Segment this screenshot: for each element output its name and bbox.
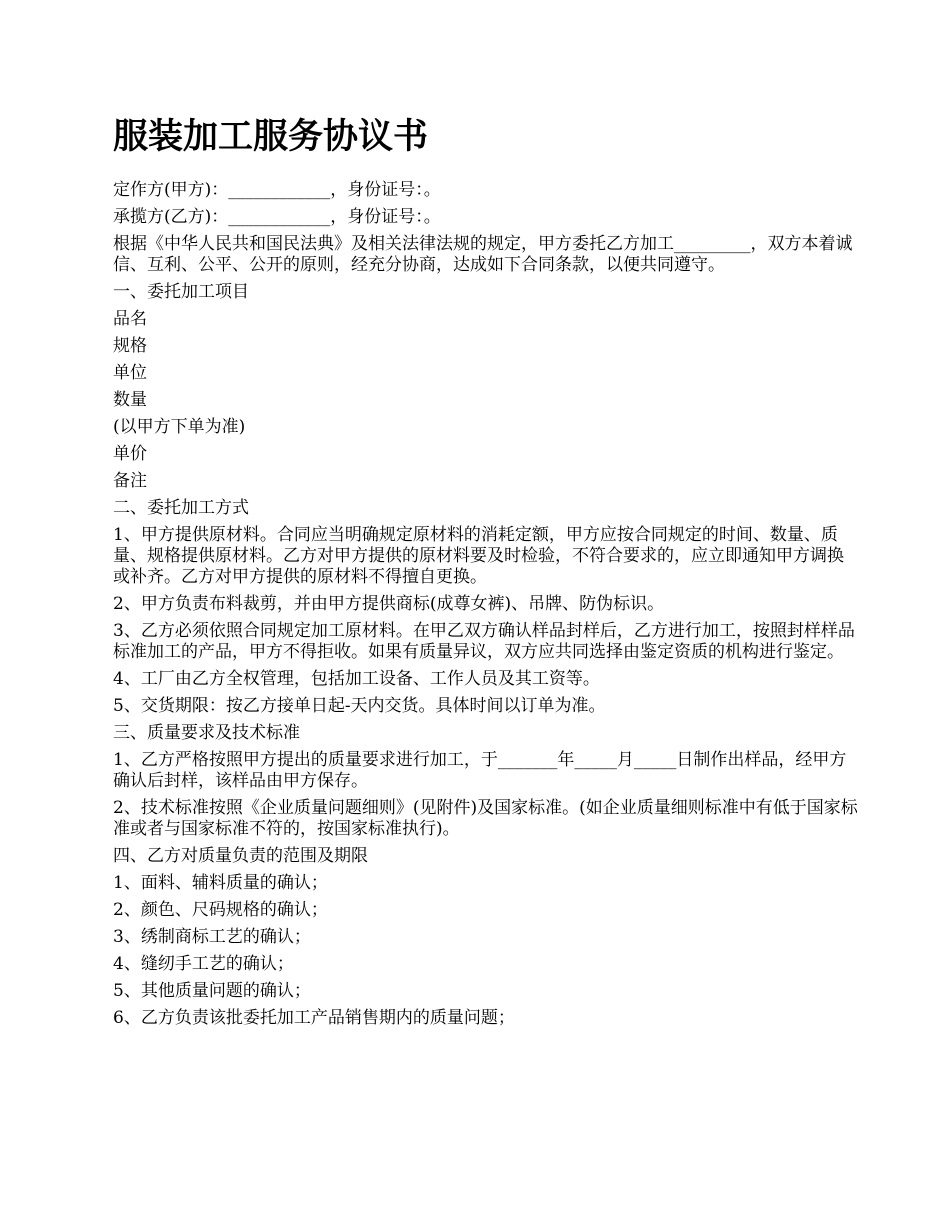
preamble-paragraph: 根据《中华人民共和国民法典》及相关法律法规的规定，甲方委托乙方加工_________，双方本着诚信、互利、公平、公开的原则，经充分协商，达成如下合同条款，以便共同遵守。 bbox=[113, 234, 853, 275]
clause-2-1: 1、甲方提供原材料。合同应当明确规定原材料的消耗定额，甲方应按合同规定的时间、数量、质量、规格提供原材料。乙方对甲方提供的原材料要及时检验，不符合要求的，应立即通知甲方调换或补齐。乙方对甲方提供的原材料不得擅自更换。 bbox=[113, 525, 844, 587]
item-field-spec: 规格 bbox=[113, 336, 147, 356]
clause-4-6: 6、乙方负责该批委托加工产品销售期内的质量问题； bbox=[113, 1008, 515, 1028]
section-heading-4: 四、乙方对质量负责的范围及期限 bbox=[113, 846, 368, 866]
clause-3-1: 1、乙方严格按照甲方提出的质量要求进行加工，于_______年_____月_____日制作出样品，经甲方确认后封样，该样品由甲方保存。 bbox=[113, 750, 847, 791]
clause-4-2: 2、颜色、尺码规格的确认； bbox=[113, 900, 328, 920]
item-field-unit: 单位 bbox=[113, 363, 147, 383]
item-field-quantity: 数量 bbox=[113, 390, 147, 410]
party-a-line: 定作方(甲方)：____________，身份证号：。 bbox=[113, 180, 441, 200]
clause-4-3: 3、绣制商标工艺的确认； bbox=[113, 927, 311, 947]
section-heading-1: 一、委托加工项目 bbox=[113, 282, 249, 302]
clause-4-4: 4、缝纫手工艺的确认； bbox=[113, 954, 294, 974]
section-heading-2: 二、委托加工方式 bbox=[113, 498, 249, 518]
item-field-quantity-note: (以甲方下单为准) bbox=[113, 417, 246, 437]
document-page bbox=[113, 112, 858, 1035]
clause-2-3: 3、乙方必须依照合同规定加工原材料。在甲乙双方确认样品封样后，乙方进行加工，按照封样样品标准加工的产品，甲方不得拒收。如果有质量异议，双方应共同选择由鉴定资质的机构进行鉴定。 bbox=[113, 621, 855, 662]
party-b-line: 承揽方(乙方)：____________，身份证号：。 bbox=[113, 207, 441, 227]
section-heading-3: 三、质量要求及技术标准 bbox=[113, 723, 300, 743]
item-field-name: 品名 bbox=[113, 309, 147, 329]
clause-2-4: 4、工厂由乙方全权管理，包括加工设备、工作人员及其工资等。 bbox=[113, 669, 600, 689]
item-field-remarks: 备注 bbox=[113, 471, 147, 491]
item-field-price: 单价 bbox=[113, 444, 147, 464]
clause-2-2: 2、甲方负责布料裁剪，并由甲方提供商标(成尊女裤)、吊牌、防伪标识。 bbox=[113, 594, 665, 614]
clause-3-2: 2、技术标准按照《企业质量问题细则》(见附件)及国家标准。(如企业质量细则标准中有低于国家标准或者与国家标准不符的，按国家标准执行)。 bbox=[113, 798, 858, 839]
clause-4-5: 5、其他质量问题的确认； bbox=[113, 981, 311, 1001]
clause-4-1: 1、面料、辅料质量的确认； bbox=[113, 873, 328, 893]
document-title: 服装加工服务协议书 bbox=[113, 116, 429, 157]
clause-2-5: 5、交货期限：按乙方接单日起-天内交货。具体时间以订单为准。 bbox=[113, 696, 606, 716]
